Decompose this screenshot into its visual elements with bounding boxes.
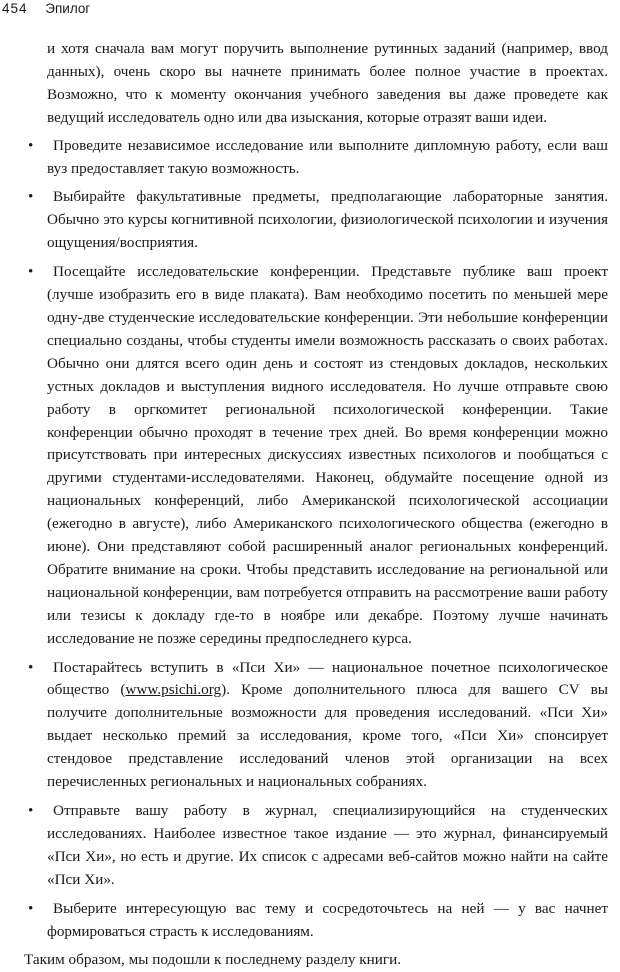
list-item	[0, 657, 620, 794]
list-item	[0, 186, 620, 255]
bullet-marker: •	[28, 899, 34, 917]
section-title: Эпилог	[45, 1, 91, 16]
bullet-marker: •	[28, 136, 34, 154]
list-item	[0, 898, 620, 944]
running-head	[2, 1, 90, 17]
bullet-marker: •	[28, 802, 34, 819]
text-body	[0, 38, 620, 972]
list-item-text: Проведите независимое исследование или выполните дипломную работу, если ваш вуз предоставляет такую возможность.	[47, 136, 608, 177]
closing-paragraph: Таким образом, мы подошли к последнему разделу книги.	[24, 951, 402, 969]
list-item-text: Посещайте исследовательские конференции. Представьте публике ваш проект (лучше изобразить его в виде плаката). Вам необходимо посетить по меньшей мере одну-две студенческие исследовательские конференции. Эти небольшие конференции специально созданы, чтобы студенты имели возможность рассказать о своих работах. Обычно они длятся всего один день и состоят из стендовых докладов, нескольких устных докладов и выступления видного исследователя. Но лучше отправьте свою работу в оргкомитет региональной психологической конференции. Такие конференции обычно проходят в течение трех дней. Во время конференции можно присутствовать при интересных дискуссиях известных психологов и пообщаться с другими студентами-исследователями. Наконец, обдумайте посещение одной из национальных конференций, либо Американской психологической ассоциации (ежегодно в августе), либо Американского психологического общества (ежегодно в июне). Они представляют собой расширенный аналог региональных конференций. Обратите внимание на сроки. Чтобы представить исследование на региональной или национальной конференции, вам потребуется отправить на рассмотрение ваши работу или тезисы к докладу где-то в ноябре или декабре. Поэтому лучше начинать исследование не позже середины предпоследнего курса.	[47, 263, 608, 647]
bullet-marker: •	[28, 658, 34, 676]
list-item-text: Отправьте вашу работу в журнал, специализирующийся на студенческих исследованиях. Наиболее известное такое издание — это журнал, финансируемый «Пси Хи», но есть и другие. Их список с адресами веб-сайтов можно найти на сайте «Пси Хи».	[47, 802, 608, 888]
list-item-text-before-link: Постарайтесь вступить в «Пси Хи» — национальное почетное психологическое общество (	[47, 658, 608, 699]
page-number: 454	[2, 1, 28, 16]
list-item-text	[47, 657, 608, 794]
list-item	[0, 135, 620, 181]
psichi-link[interactable]: www.psichi.org	[125, 681, 222, 699]
bullet-marker: •	[28, 263, 34, 281]
bullet-marker: •	[28, 188, 34, 206]
list-item-text: Выбирайте факультативные предметы, предполагающие лабораторные занятия. Обычно это курсы когнитивной психологии, физиологической психологии и изучения ощущения/восприятия.	[47, 188, 608, 252]
list-item-text: Выберите интересующую вас тему и сосредоточьтесь на ней — у вас начнет формироваться страсть к исследованиям.	[47, 899, 608, 940]
list-item	[0, 800, 620, 892]
list-item	[0, 261, 620, 650]
list-item-text-after-link: ). Кроме дополнительного плюса для вашего CV вы получите дополнительные возможности для проведения исследований. «Пси Хи» выдает несколько премий за исследования, кроме того, «Пси Хи» спонсирует стендовое представление исследований членов этой организации на всех перечисленных региональных и национальных собраниях.	[47, 681, 608, 791]
intro-paragraph: и хотя сначала вам могут поручить выполнение рутинных заданий (например, ввод данных), очень скоро вы начнете принимать более полное участие в проектах. Возможно, что к моменту окончания учебного заведения вы даже проведете как ведущий исследователь одно или два изыскания, которые отразят ваши идеи.	[47, 40, 608, 126]
